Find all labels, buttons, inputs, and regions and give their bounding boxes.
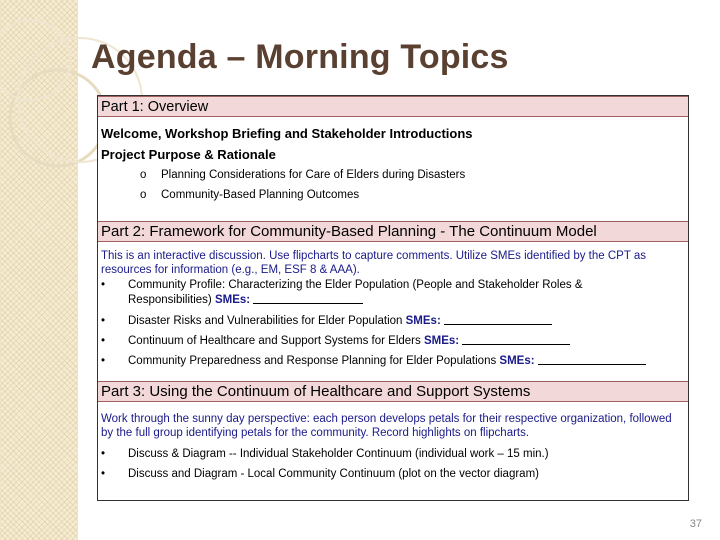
decorative-side-strip (0, 0, 78, 540)
bullet-text: Community Preparedness and Response Planning for Elder Populations (128, 355, 497, 367)
bullet-mark: • (101, 448, 106, 460)
bullet-mark: • (101, 279, 106, 291)
sme-blank (462, 334, 570, 345)
sme-label: SMEs: (499, 355, 535, 367)
bullet-text: Discuss & Diagram -- Individual Stakeholder Continuum (individual work – 15 min.) (128, 448, 549, 460)
agenda-box (97, 95, 689, 501)
sme-blank (538, 354, 646, 365)
sme-label: SMEs: (423, 335, 460, 347)
bullet-text: Planning Considerations for Care of Elders during Disasters (161, 169, 466, 181)
part3-intro: Work through the sunny day perspective: each person develops petals for their respective organization, followed by the full group identifying petals for the community. Record highlights on flipcharts. (101, 413, 672, 439)
bullet-mark: o (140, 169, 147, 181)
part3-header: Part 3: Using the Continuum of Healthcare and Support Systems (98, 381, 688, 402)
bullet-mark: • (101, 315, 106, 327)
bullet-text: Discuss and Diagram - Local Community Continuum (plot on the vector diagram) (128, 468, 539, 480)
bullet-text: Continuum of Healthcare and Support Systems for Elders (128, 335, 421, 347)
bullet-mark: • (101, 468, 106, 480)
sme-label: SMEs: (214, 294, 251, 306)
slide-title: Agenda – Morning Topics (91, 38, 509, 76)
part1-header: Part 1: Overview (98, 96, 688, 117)
sme-label: SMEs: (405, 315, 441, 327)
part2-header: Part 2: Framework for Community-Based Planning - The Continuum Model (98, 221, 688, 242)
bullet-text: Responsibilities) (128, 294, 212, 306)
page-number: 37 (689, 518, 702, 530)
bullet-mark: • (101, 335, 106, 347)
sme-blank (253, 293, 363, 304)
part1-line-1: Welcome, Workshop Briefing and Stakeholder Introductions (101, 126, 473, 141)
part2-bullet-1-cont (128, 293, 363, 308)
part1-line-2: Project Purpose & Rationale (101, 147, 276, 162)
bullet-text: Community Profile: Characterizing the Elder Population (People and Stakeholder Roles & (128, 279, 583, 291)
part2-intro: This is an interactive discussion. Use flipcharts to capture comments. Utilize SMEs identified by the CPT as resources for information (e.g., EM, ESF 8 & AAA). (101, 250, 646, 276)
sme-blank (444, 314, 552, 325)
bullet-text: Disaster Risks and Vulnerabilities for Elder Population (128, 315, 403, 327)
bullet-mark: • (101, 355, 106, 367)
bullet-text: Community-Based Planning Outcomes (161, 189, 360, 201)
bullet-mark: o (140, 189, 147, 201)
